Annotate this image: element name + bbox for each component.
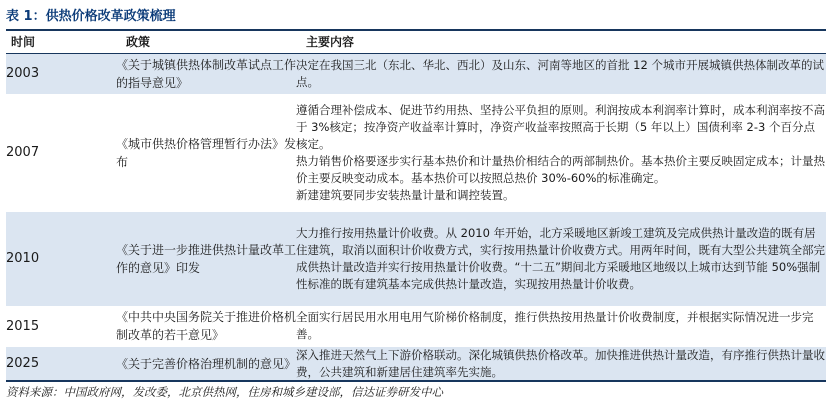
content-paragraph: 新建建筑要同步安装热量计量和调控装置。 <box>296 187 515 202</box>
row-year: 2010 <box>6 211 116 306</box>
table-row <box>6 94 826 211</box>
table-row <box>6 306 826 346</box>
header-time: 时间 <box>11 35 36 49</box>
content-paragraph: 全面实行居民用水用电用气阶梯价格制度，推行供热按用热量计价收费制度，并根据实际情况进一步完善。 <box>296 310 814 341</box>
row-year: 2003 <box>6 54 116 94</box>
row-content <box>296 346 826 381</box>
bottom-rule <box>6 380 826 382</box>
table-title: 表 1：供热价格改革政策梳理 <box>6 9 176 24</box>
row-policy: 《关于城镇供热体制改革试点工作的指导意见》 <box>116 54 296 94</box>
header-policy: 政策 <box>126 35 151 49</box>
source-note: 资料来源：中国政府网，发改委，北京供热网，住房和城乡建设部，信达证券研发中心 <box>6 385 443 399</box>
row-policy: 《中共中央国务院关于推进价格机制改革的若干意见》 <box>116 306 296 346</box>
content-paragraph: 大力推行按用热量计价收费。从 2010 年开始，北方采暖地区新竣工建筑及完成供热计量改造的既有居住建筑，取消以面积计价收费方式，实行按用热量计价收费方式。用两年时间，既有大型公共建筑全部完成供热计量改造并实行按用热量计价收费。“十二五”期间北方采暖地区地级以上城市达到节能 50%强制性标准的既有建筑基本完成供热计量改造，实现按用热量计价收费。 <box>296 225 825 291</box>
content-paragraph: 深入推进天然气上下游价格联动。深化城镇供热价格改革。加快推进供热计量改造，有序推行供热计量收费，公共建筑和新建居住建筑率先实施。 <box>296 347 825 379</box>
row-content <box>296 306 826 346</box>
content-paragraph: 决定在我国三北（东北、华北、西北）及山东、河南等地区的首批 12 个城市开展城镇供热体制改革的试点。 <box>296 57 824 89</box>
row-content <box>296 94 826 211</box>
header-content: 主要内容 <box>306 35 355 49</box>
row-policy: 《关于完善价格治理机制的意见》 <box>116 346 296 381</box>
table-row <box>6 211 826 306</box>
content-paragraph: 遵循合理补偿成本、促进节约用热、坚持公平负担的原则。利润按成本利润率计算时，成本利润率按不高于 3%核定；按净资产收益率计算时，净资产收益率按照高于长期（5 年以上）国债利率 2-3 个百分点核定。 <box>296 102 825 151</box>
table-header <box>6 31 826 54</box>
row-year: 2007 <box>6 94 116 211</box>
row-year: 2015 <box>6 306 116 346</box>
row-content <box>296 211 826 306</box>
row-policy: 《城市供热价格管理暂行办法》发布 <box>116 94 296 211</box>
table-row <box>6 54 826 94</box>
policy-table <box>6 54 826 382</box>
content-paragraph: 热力销售价格要逐步实行基本热价和计量热价相结合的两部制热价。基本热价主要反映固定成本；计量热价主要反映变动成本。基本热价可以按照总热价 30%-60%的标准确定。 <box>296 153 825 185</box>
table-row <box>6 346 826 381</box>
row-content <box>296 54 826 94</box>
row-policy: 《关于进一步推进供热计量改革工作的意见》印发 <box>116 211 296 306</box>
row-year: 2025 <box>6 346 116 381</box>
